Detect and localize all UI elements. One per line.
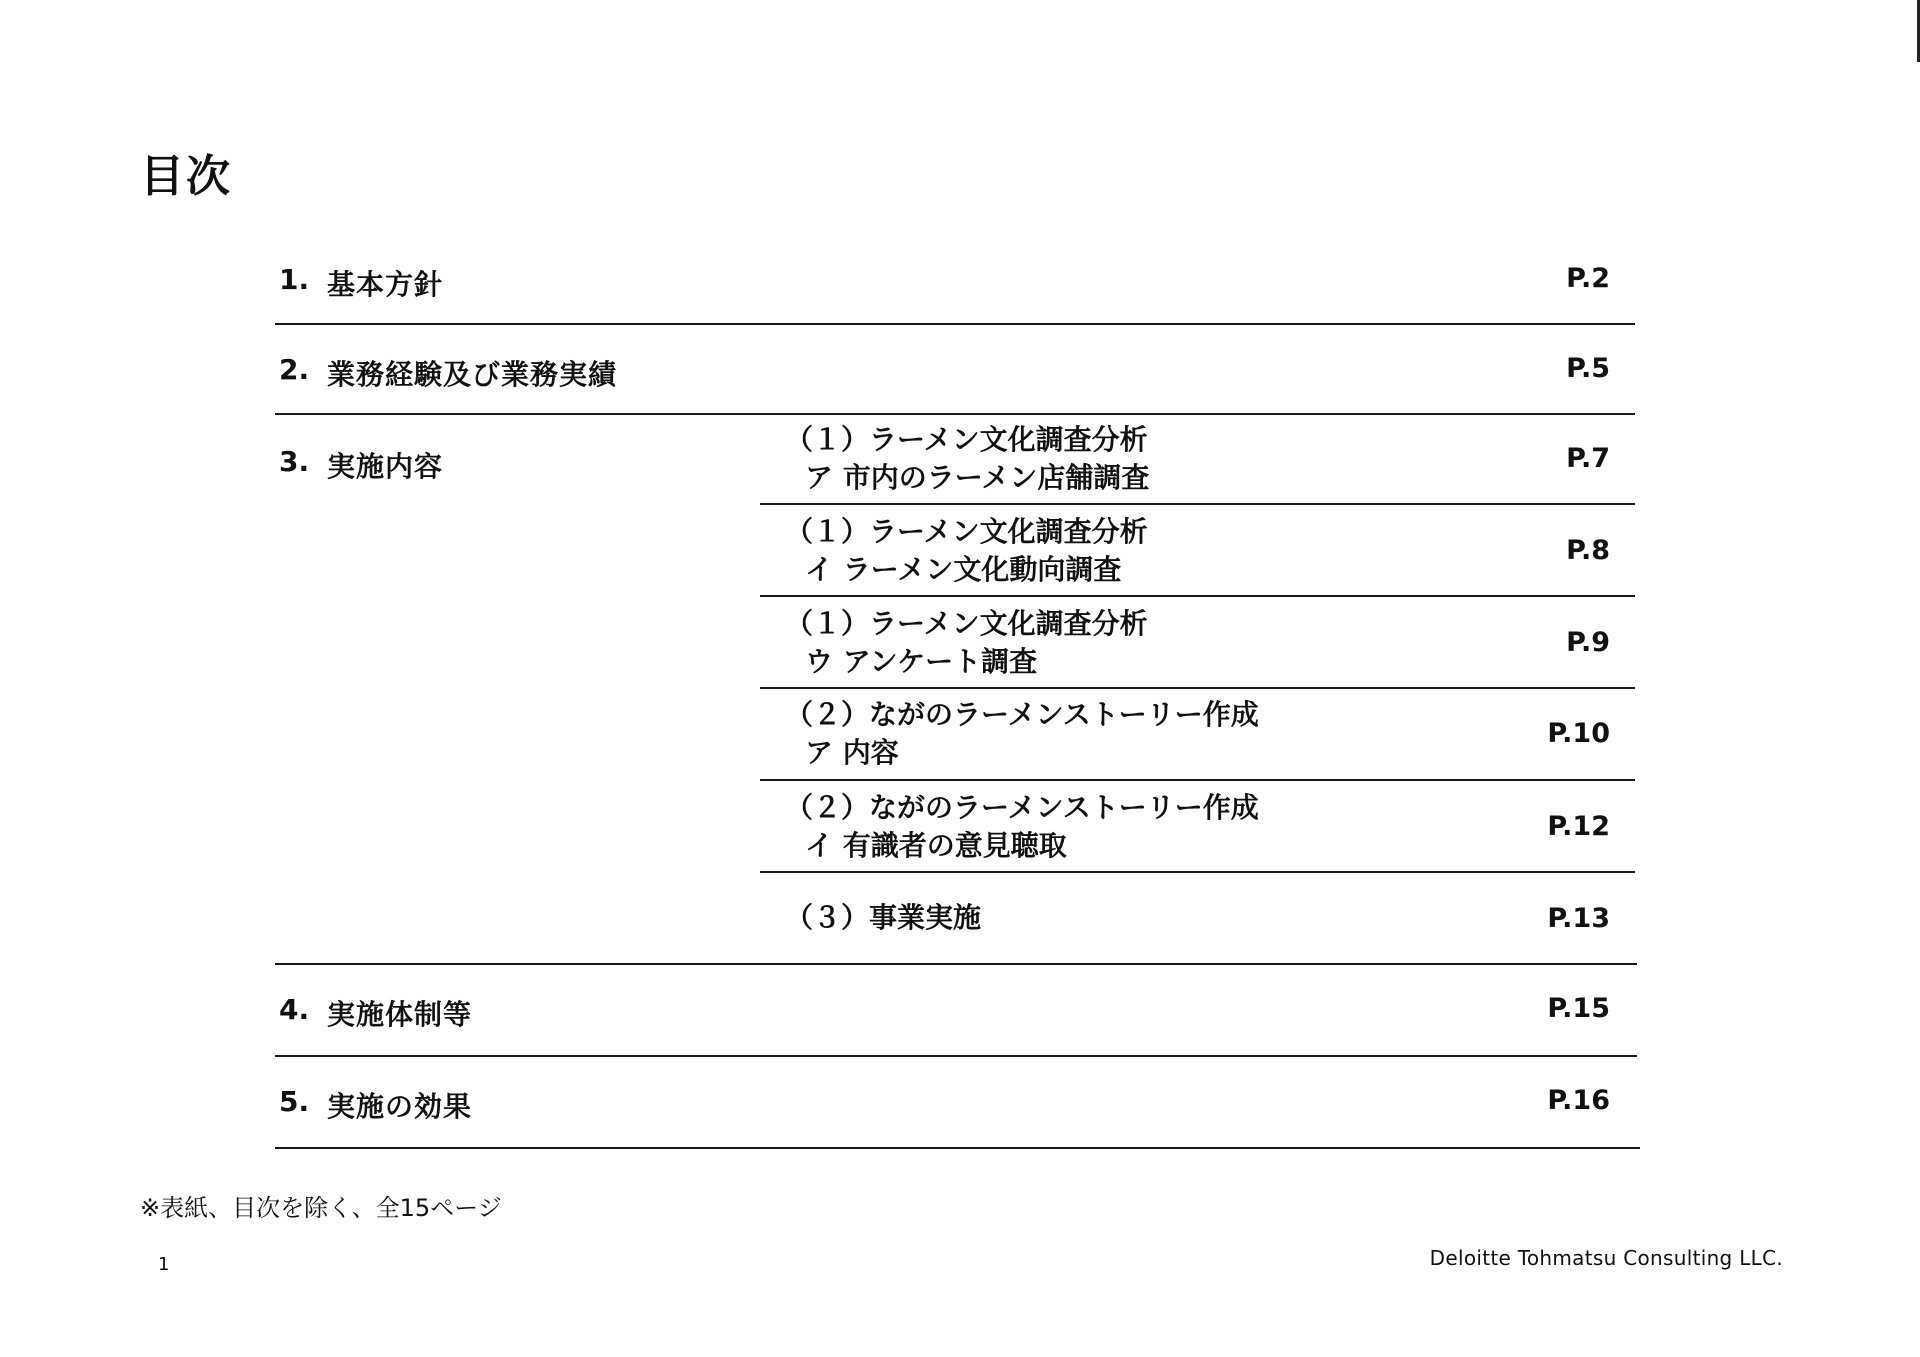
page-reference: P.13 bbox=[1547, 903, 1610, 934]
section-divider bbox=[275, 963, 1637, 965]
section-label: 基本方針 bbox=[327, 268, 444, 301]
section-divider bbox=[275, 323, 1635, 325]
page-number: 1 bbox=[158, 1254, 170, 1275]
subsection-title bbox=[785, 899, 981, 937]
subsection-line2: ア 市内のラーメン店舗調査 bbox=[805, 461, 1150, 494]
page-reference: P.5 bbox=[1566, 353, 1610, 384]
subsection-line1: （２）ながのラーメンストーリー作成 bbox=[785, 791, 1259, 824]
section-label: 実施体制等 bbox=[327, 998, 473, 1031]
section-divider bbox=[275, 413, 1635, 415]
section-number: 1. bbox=[279, 263, 310, 296]
page-reference: P.9 bbox=[1566, 627, 1610, 658]
section-divider bbox=[275, 1147, 1640, 1149]
subsection-title bbox=[785, 789, 1259, 865]
subsection-title bbox=[785, 696, 1259, 772]
subsection-divider bbox=[760, 779, 1635, 781]
subsection-line1: （１）ラーメン文化調査分析 bbox=[785, 607, 1148, 640]
subsection-line1: （２）ながのラーメンストーリー作成 bbox=[785, 698, 1259, 731]
subsection-line2: ウ アンケート調査 bbox=[805, 645, 1038, 678]
section-number: 5. bbox=[279, 1085, 310, 1118]
section-label: 実施の効果 bbox=[327, 1090, 473, 1123]
section-number: 3. bbox=[279, 445, 310, 478]
section-number: 4. bbox=[279, 993, 310, 1026]
page-reference: P.12 bbox=[1547, 811, 1610, 842]
subsection-line1: （１）ラーメン文化調査分析 bbox=[785, 515, 1148, 548]
subsection-title bbox=[785, 513, 1148, 589]
subsection-divider bbox=[760, 871, 1635, 873]
page-reference: P.7 bbox=[1566, 443, 1610, 474]
page-reference: P.15 bbox=[1547, 993, 1610, 1024]
subsection-line1: （３）事業実施 bbox=[785, 901, 982, 934]
subsection-divider bbox=[760, 503, 1635, 505]
subsection-line1: （１）ラーメン文化調査分析 bbox=[785, 423, 1148, 456]
company-name: Deloitte Tohmatsu Consulting LLC. bbox=[1429, 1246, 1783, 1270]
subsection-line2: ア 内容 bbox=[805, 736, 899, 769]
page-reference: P.8 bbox=[1566, 535, 1610, 566]
section-number: 2. bbox=[279, 353, 310, 386]
page-reference: P.2 bbox=[1566, 263, 1610, 294]
section-label: 実施内容 bbox=[327, 450, 444, 483]
section-divider bbox=[275, 1055, 1637, 1057]
subsection-title bbox=[785, 421, 1149, 497]
subsection-title bbox=[785, 605, 1148, 681]
page-title: 目次 bbox=[140, 151, 232, 202]
subsection-divider bbox=[760, 687, 1635, 689]
subsection-line2: イ 有識者の意見聴取 bbox=[805, 829, 1067, 862]
page-reference: P.16 bbox=[1547, 1085, 1610, 1116]
subsection-line2: イ ラーメン文化動向調査 bbox=[805, 553, 1122, 586]
page-reference: P.10 bbox=[1547, 718, 1610, 749]
footnote: ※表紙、目次を除く、全15ページ bbox=[140, 1194, 502, 1222]
subsection-divider bbox=[760, 595, 1635, 597]
section-label: 業務経験及び業務実績 bbox=[327, 358, 618, 391]
